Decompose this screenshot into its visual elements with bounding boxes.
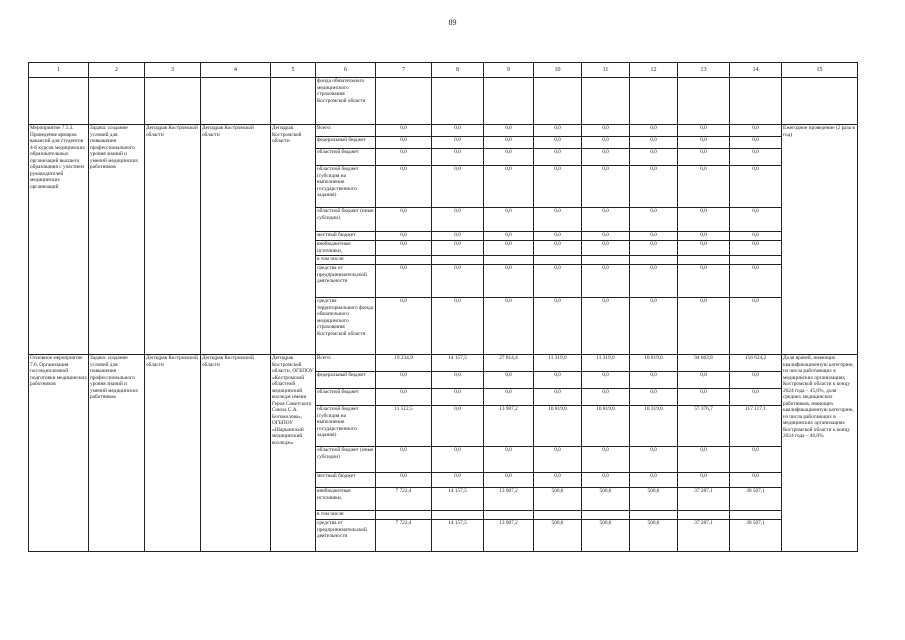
amount-cell: 13 907,2 (484, 520, 534, 552)
amount-cell: 0,0 (730, 137, 782, 149)
amount-cell: 0,0 (630, 125, 678, 137)
task-text: Задача: создание условий для повышения профессионального уровня знаний и умений медицинских работников (89, 355, 145, 552)
amount-cell (678, 511, 730, 520)
amount-cell: 0,0 (630, 372, 678, 389)
amount-cell: 0,0 (534, 166, 582, 208)
amount-cell: 0,0 (432, 125, 484, 137)
header-row (29, 63, 858, 78)
table-row (29, 355, 858, 372)
amount-cell: 0,0 (630, 241, 678, 256)
amount-cell: 0,0 (630, 447, 678, 473)
amount-cell: 0,0 (730, 241, 782, 256)
amount-cell: 0,0 (484, 241, 534, 256)
amount-cell: 0,0 (534, 241, 582, 256)
amount-cell: 0,0 (678, 149, 730, 166)
amount-cell: 0,0 (582, 125, 630, 137)
header-cell: 6 (316, 63, 376, 78)
budget-table (28, 62, 858, 552)
executor-col4: Депздрав Костромской области (201, 355, 271, 552)
header-cell: 12 (630, 63, 678, 78)
source-label: областной бюджет (316, 149, 376, 166)
amount-cell (678, 256, 730, 265)
amount-cell (730, 511, 782, 520)
amount-cell (534, 256, 582, 265)
amount-cell: 500,0 (534, 488, 582, 511)
amount-cell: 0,0 (630, 265, 678, 298)
header-cell: 2 (89, 63, 145, 78)
header-cell: 9 (484, 63, 534, 78)
source-label: местный бюджет (316, 473, 376, 488)
source-label: местный бюджет (316, 232, 376, 241)
amount-cell: 0,0 (484, 473, 534, 488)
header-cell: 11 (582, 63, 630, 78)
amount-cell: 0,0 (484, 125, 534, 137)
header-cell: 13 (678, 63, 730, 78)
amount-cell: 0,0 (630, 389, 678, 406)
amount-cell: 39 507,1 (730, 520, 782, 552)
amount-cell: 0,0 (582, 208, 630, 232)
source-label: федеральный бюджет (316, 372, 376, 389)
amount-cell: 0,0 (484, 298, 534, 355)
amount-cell: 0,0 (678, 166, 730, 208)
amount-cell: 14 157,5 (432, 520, 484, 552)
executor-col4: Депздрав Костромской области (201, 125, 271, 355)
amount-cell: 0,0 (432, 149, 484, 166)
page-number: 89 (448, 18, 457, 27)
source-label: внебюджетные источники, (316, 241, 376, 256)
amount-cell: 37 287,1 (678, 488, 730, 511)
continuation-row (29, 78, 858, 125)
amount-cell: 0,0 (432, 389, 484, 406)
amount-cell: 0,0 (432, 372, 484, 389)
amount-cell: 0,0 (582, 137, 630, 149)
amount-cell: 0,0 (582, 232, 630, 241)
amount-cell: 0,0 (484, 447, 534, 473)
amount-cell: 0,0 (582, 298, 630, 355)
amount-cell: 156 624,2 (730, 355, 782, 372)
amount-cell: 0,0 (484, 137, 534, 149)
amount-cell (630, 256, 678, 265)
executor-col3: Депздрав Костромской области (145, 125, 201, 355)
amount-cell: 0,0 (582, 473, 630, 488)
amount-cell (484, 511, 534, 520)
source-label: средства от предпринимательской деятельности (316, 520, 376, 552)
amount-cell (376, 511, 432, 520)
amount-cell: 0,0 (678, 473, 730, 488)
amount-cell: 0,0 (730, 125, 782, 137)
amount-cell: 0,0 (376, 447, 432, 473)
amount-cell (582, 256, 630, 265)
amount-cell: 13 907,2 (484, 488, 534, 511)
source-label: в том числе: (316, 256, 376, 265)
amount-cell: 0,0 (582, 447, 630, 473)
amount-cell: 0,0 (432, 265, 484, 298)
amount-cell: 0,0 (630, 149, 678, 166)
measure-name: Мероприятие 7.5.3. Проведение ярмарок вакансий для студентов 4-6 курсов медицинских образовательных организаций высшего образования с участием руководителей медицинских организаций (29, 125, 89, 355)
amount-cell: 0,0 (376, 137, 432, 149)
amount-cell: 0,0 (376, 372, 432, 389)
header-cell: 5 (271, 63, 316, 78)
amount-cell: 0,0 (730, 298, 782, 355)
source-label: областной бюджет (субсидия на выполнение государственного задания) (316, 166, 376, 208)
amount-cell: 7 722,4 (376, 488, 432, 511)
amount-cell: 0,0 (730, 232, 782, 241)
source-label: областной бюджет (316, 389, 376, 406)
amount-cell: 0,0 (678, 137, 730, 149)
amount-cell: 500,0 (534, 520, 582, 552)
amount-cell: 39 507,1 (730, 488, 782, 511)
amount-cell: 0,0 (376, 166, 432, 208)
amount-cell: 0,0 (376, 265, 432, 298)
amount-cell: 0,0 (432, 473, 484, 488)
amount-cell: 0,0 (730, 208, 782, 232)
amount-cell: 14 157,5 (432, 355, 484, 372)
amount-cell: 0,0 (484, 149, 534, 166)
amount-cell (432, 511, 484, 520)
amount-cell: 0,0 (730, 447, 782, 473)
amount-cell: 37 287,1 (678, 520, 730, 552)
amount-cell: 0,0 (484, 265, 534, 298)
amount-cell: 0,0 (484, 372, 534, 389)
source-label: средства территориального фонда обязательного медицинского страхования Костромской области (316, 298, 376, 355)
header-cell: 8 (432, 63, 484, 78)
amount-cell: 0,0 (678, 125, 730, 137)
source-label: Всего: (316, 125, 376, 137)
amount-cell: 0,0 (376, 149, 432, 166)
amount-cell: 0,0 (376, 208, 432, 232)
amount-cell: 0,0 (582, 265, 630, 298)
amount-cell: 0,0 (534, 265, 582, 298)
source-label: областной бюджет (субсидия на выполнение государственного задания) (316, 406, 376, 447)
amount-cell: 0,0 (678, 447, 730, 473)
amount-cell: 0,0 (432, 137, 484, 149)
amount-cell: 11 512,5 (376, 406, 432, 447)
amount-cell: 0,0 (678, 241, 730, 256)
amount-cell: 0,0 (534, 232, 582, 241)
source-label: средства от предпринимательской деятельности (316, 265, 376, 298)
source-label: в том числе: (316, 511, 376, 520)
amount-cell: 0,0 (630, 137, 678, 149)
amount-cell: 0,0 (484, 208, 534, 232)
amount-cell: 10 819,0 (630, 355, 678, 372)
amount-cell: 0,0 (376, 473, 432, 488)
amount-cell: 0,0 (630, 298, 678, 355)
amount-cell: 94 663,8 (678, 355, 730, 372)
amount-cell: 0,0 (534, 137, 582, 149)
amount-cell: 0,0 (730, 389, 782, 406)
amount-cell: 0,0 (534, 149, 582, 166)
amount-cell: 10 819,0 (582, 406, 630, 447)
amount-cell: 500,0 (582, 520, 630, 552)
amount-cell: 0,0 (630, 166, 678, 208)
header-cell: 15 (782, 63, 858, 78)
amount-cell: 0,0 (432, 406, 484, 447)
amount-cell: 0,0 (484, 166, 534, 208)
amount-cell: 0,0 (432, 298, 484, 355)
header-cell: 4 (201, 63, 271, 78)
amount-cell: 10 819,0 (534, 406, 582, 447)
header-cell: 10 (534, 63, 582, 78)
amount-cell: 13 907,2 (484, 406, 534, 447)
amount-cell: 0,0 (730, 372, 782, 389)
measure-name: Основное мероприятие 7.6. Организация последипломной подготовки медицинских работников (29, 355, 89, 552)
executor-col5: Депздрав Костромской области (271, 125, 316, 355)
amount-cell: 500,0 (582, 488, 630, 511)
amount-cell: 0,0 (534, 372, 582, 389)
amount-cell: 14 157,5 (432, 488, 484, 511)
source-label: областной бюджет (иные субсидии) (316, 208, 376, 232)
amount-cell: 0,0 (534, 125, 582, 137)
header-cell: 14 (730, 63, 782, 78)
amount-cell: 0,0 (376, 232, 432, 241)
amount-cell: 11 319,0 (582, 355, 630, 372)
amount-cell: 0,0 (730, 265, 782, 298)
amount-cell: 0,0 (432, 208, 484, 232)
amount-cell: 117 117,1 (730, 406, 782, 447)
amount-cell: 0,0 (730, 473, 782, 488)
amount-cell: 0,0 (730, 149, 782, 166)
amount-cell (376, 256, 432, 265)
amount-cell: 500,0 (630, 520, 678, 552)
header-cell: 3 (145, 63, 201, 78)
source-label: Всего: (316, 355, 376, 372)
amount-cell: 0,0 (432, 447, 484, 473)
amount-cell: 0,0 (484, 232, 534, 241)
amount-cell: 0,0 (534, 208, 582, 232)
amount-cell: 0,0 (630, 473, 678, 488)
amount-cell: 0,0 (376, 125, 432, 137)
amount-cell: 0,0 (582, 166, 630, 208)
executor-col5: Депздрав Костромской области, ОГБПОУ «Костромской областной медицинский колледж имени Героя Советского Союза С.А. Богомолова», ОГБПОУ «Шарьинский медицинский колледж» (271, 355, 316, 552)
amount-cell: 27 814,4 (484, 355, 534, 372)
amount-cell: 0,0 (582, 149, 630, 166)
amount-cell: 500,0 (630, 488, 678, 511)
amount-cell (582, 511, 630, 520)
amount-cell: 0,0 (376, 298, 432, 355)
amount-cell: 0,0 (376, 241, 432, 256)
amount-cell: 0,0 (432, 232, 484, 241)
amount-cell: 0,0 (534, 447, 582, 473)
amount-cell: 11 319,0 (534, 355, 582, 372)
amount-cell (630, 511, 678, 520)
amount-cell: 0,0 (678, 372, 730, 389)
amount-cell: 0,0 (678, 208, 730, 232)
amount-cell: 0,0 (678, 232, 730, 241)
amount-cell: 0,0 (630, 208, 678, 232)
amount-cell: 0,0 (630, 232, 678, 241)
amount-cell (534, 511, 582, 520)
amount-cell: 0,0 (432, 166, 484, 208)
amount-cell: 0,0 (534, 389, 582, 406)
amount-cell (484, 256, 534, 265)
amount-cell: 57 376,7 (678, 406, 730, 447)
amount-cell (730, 256, 782, 265)
amount-cell: 0,0 (376, 389, 432, 406)
amount-cell: 0,0 (730, 166, 782, 208)
amount-cell: 0,0 (678, 265, 730, 298)
amount-cell: 0,0 (534, 298, 582, 355)
amount-cell: 0,0 (678, 298, 730, 355)
indicator-text: Доля врачей, имеющих квалификационную категорию, из числа работающих в медицинских организациях Костромской области к концу 2024 года – 45,0%, доля средних медицинских работников, имеющих квалификационную категорию, из числа работающих в медицинских организациях Костромской области к концу 2024 года – 40,0% (782, 355, 858, 552)
header-cell: 7 (376, 63, 432, 78)
continuation-text: фонда обязательного медицинского страхования Костромской области (316, 78, 376, 125)
amount-cell: 0,0 (484, 389, 534, 406)
indicator-text: Ежегодное проведение (2 раза в год) (782, 125, 858, 355)
amount-cell: 0,0 (432, 241, 484, 256)
amount-cell: 0,0 (582, 372, 630, 389)
amount-cell: 0,0 (582, 389, 630, 406)
source-label: федеральный бюджет (316, 137, 376, 149)
amount-cell: 0,0 (534, 473, 582, 488)
amount-cell: 0,0 (582, 241, 630, 256)
amount-cell: 7 722,4 (376, 520, 432, 552)
amount-cell: 0,0 (678, 389, 730, 406)
table-row (29, 125, 858, 137)
header-cell: 1 (29, 63, 89, 78)
amount-cell (432, 256, 484, 265)
executor-col3: Депздрав Костромской области (145, 355, 201, 552)
source-label: областной бюджет (иные субсидии) (316, 447, 376, 473)
task-text: Задача: создание условий для повышения профессионального уровня знаний и умений медицинских работников (89, 125, 145, 355)
amount-cell: 10 319,0 (630, 406, 678, 447)
source-label: внебюджетные источники, (316, 488, 376, 511)
amount-cell: 19 234,9 (376, 355, 432, 372)
